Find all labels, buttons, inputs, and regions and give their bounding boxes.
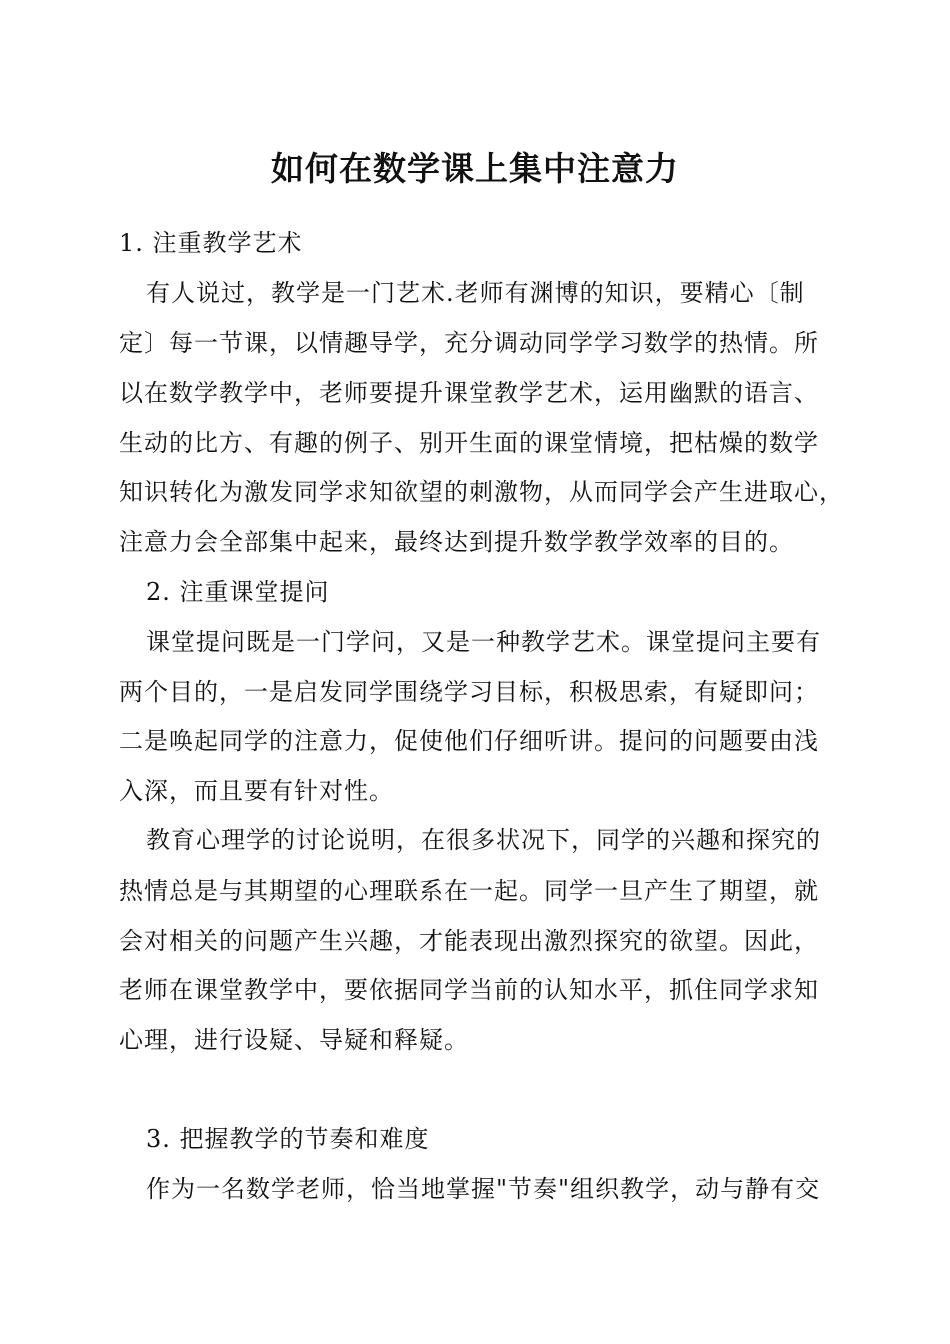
paragraph-line: 以在数学教学中，老师要提升课堂教学艺术，运用幽默的语言、	[119, 379, 819, 407]
paragraph-line: 注意力会全部集中起来，最终达到提升数学教学效率的目的。	[119, 528, 794, 556]
paragraph-line: 老师在课堂教学中，要依据同学当前的认知水平，抓住同学求知	[119, 976, 819, 1004]
paragraph-line: 心理，进行设疑、导疑和释疑。	[119, 1026, 469, 1054]
paragraph-line: 教育心理学的讨论说明，在很多状况下，同学的兴趣和探究的	[146, 826, 821, 854]
section-heading-1: 1. 注重教学艺术	[119, 229, 303, 257]
paragraph-line: 会对相关的问题产生兴趣，才能表现出激烈探究的欲望。因此，	[119, 927, 819, 955]
paragraph-line: 定〕每一节课，以情趣导学，充分调动同学学习数学的热情。所	[119, 329, 819, 357]
paragraph-line: 有人说过，教学是一门艺术.老师有渊博的知识，要精心〔制	[146, 279, 805, 307]
paragraph-line: 作为一名数学老师，恰当地掌握"节奏"组织教学，动与静有交	[146, 1175, 821, 1203]
section-heading-2: 2. 注重课堂提问	[146, 578, 330, 606]
paragraph-line: 热情总是与其期望的心理联系在一起。同学一旦产生了期望，就	[119, 877, 819, 905]
paragraph-line: 课堂提问既是一门学问，又是一种教学艺术。课堂提问主要有	[146, 628, 821, 656]
paragraph-line: 二是唤起同学的注意力，促使他们仔细听讲。提问的问题要由浅	[119, 727, 819, 755]
paragraph-line: 入深，而且要有针对性。	[119, 777, 394, 805]
paragraph-line: 生动的比方、有趣的例子、别开生面的课堂情境，把枯燥的数学	[119, 429, 819, 457]
section-heading-3: 3. 把握教学的节奏和难度	[146, 1125, 430, 1153]
document-title: 如何在数学课上集中注意力	[271, 149, 679, 188]
paragraph-line: 知识转化为激发同学求知欲望的刺激物，从而同学会产生进取心，	[119, 478, 844, 506]
paragraph-line: 两个目的，一是启发同学围绕学习目标，积极思索，有疑即问；	[119, 678, 819, 706]
